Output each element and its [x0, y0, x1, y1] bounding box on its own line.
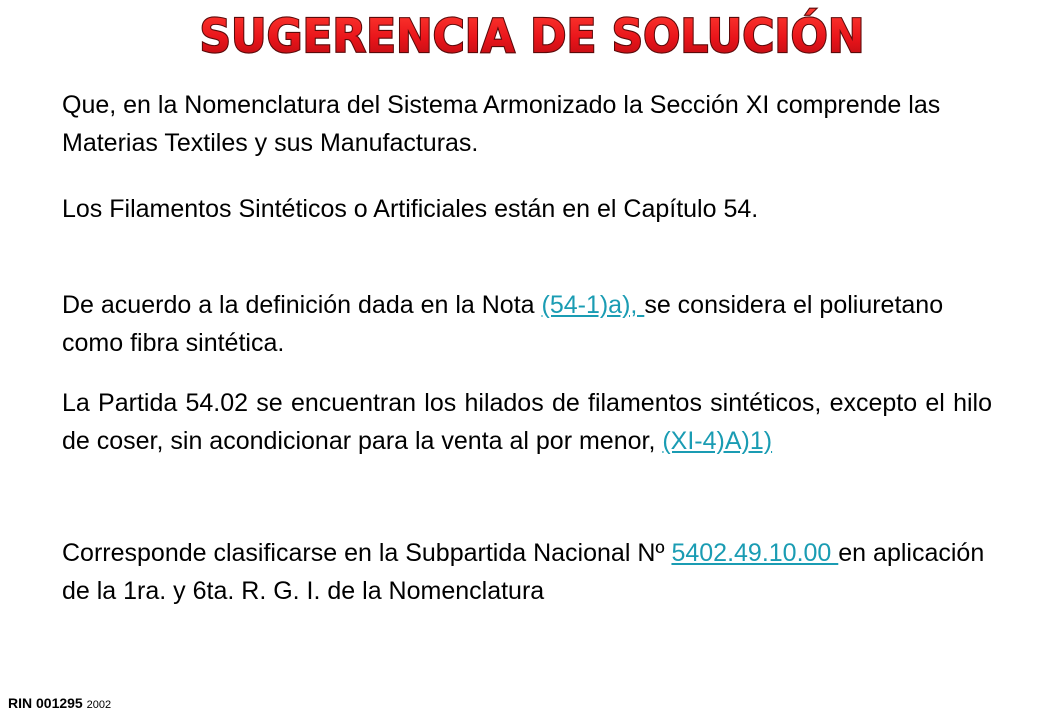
page-title	[195, 2, 870, 66]
paragraph-section-xi-text: Que, en la Nomenclatura del Sistema Armonizado la Sección XI comprende las Materias Textiles y sus Manufacturas.	[62, 91, 941, 157]
paragraph-chapter-54-text: Los Filamentos Sintéticos o Artificiales están en el Capítulo 54.	[62, 195, 759, 223]
paragraph-subpartida-text-before: Corresponde clasificarse en la Subpartida Nacional Nº	[62, 539, 672, 567]
footer-year: 2002	[86, 699, 112, 711]
paragraph-section-xi	[62, 86, 992, 162]
page-title-text: SUGERENCIA DE SOLUCIÓN	[199, 9, 865, 63]
footer-reference	[8, 694, 111, 714]
footer-rin-code: RIN 001295	[8, 695, 83, 711]
paragraph-note-text-after: se considera el poliuretano como fibra sintética.	[62, 291, 944, 357]
paragraph-note-text-before: De acuerdo a la definición dada en la Nota	[62, 291, 542, 319]
note-xi-4a1-link[interactable]: (XI-4)A)1)	[662, 427, 773, 455]
paragraph-partida-5402	[62, 384, 992, 460]
paragraph-subpartida-text-after: en aplicación de la 1ra. y 6ta. R. G. I. de la Nomenclatura	[62, 539, 985, 605]
paragraph-note-definition	[62, 286, 992, 362]
note-54-1a-link[interactable]: (54-1)a),	[541, 291, 645, 319]
paragraph-subpartida	[62, 534, 992, 610]
paragraph-partida-text: La Partida 54.02 se encuentran los hilados de filamentos sintéticos, excepto el hilo de coser, sin acondicionar para la venta al por menor,	[62, 389, 992, 455]
paragraph-chapter-54	[62, 190, 992, 228]
subpartida-5402-49-10-00-link[interactable]: 5402.49.10.00	[671, 539, 839, 567]
